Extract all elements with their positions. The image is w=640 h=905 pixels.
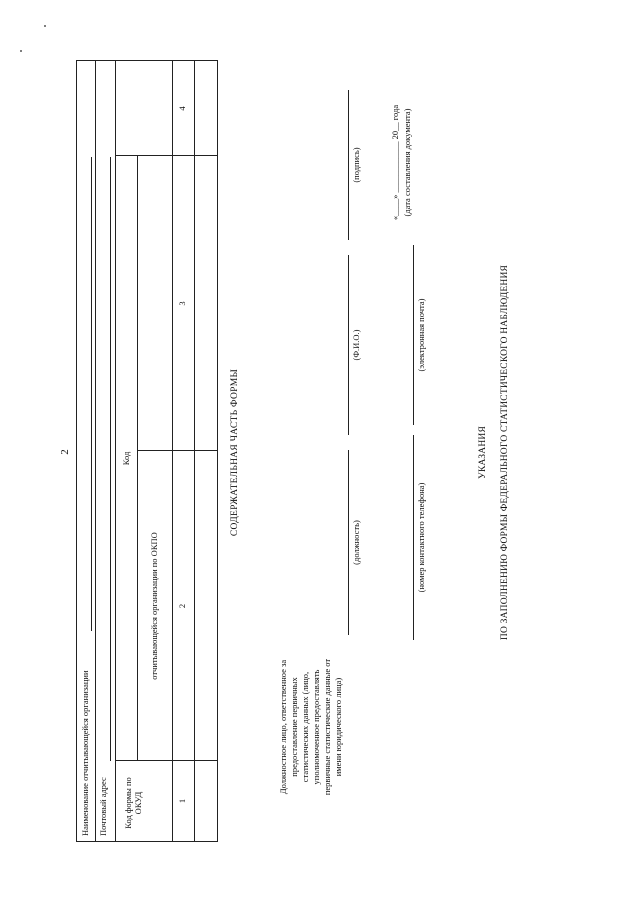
okud-header: Код формы по ОКУД [123, 777, 143, 829]
signature-field[interactable] [348, 90, 349, 240]
phone-caption: (номер контактного телефона) [416, 482, 426, 593]
column-number-4: 4 [177, 106, 187, 111]
column-number-2: 2 [177, 603, 187, 609]
column-number-1: 1 [177, 798, 187, 804]
name-caption: (Ф.И.О.) [351, 329, 361, 361]
header-table [76, 60, 218, 842]
date-caption: (дата составления документа) [402, 108, 412, 217]
okpo-header: отчитывающейся организации по ОКПО [149, 532, 159, 680]
column-number-3: 3 [177, 301, 187, 306]
postal-address-field[interactable] [110, 157, 111, 761]
grid-line [194, 61, 195, 841]
instructions-subtitle: ПО ЗАПОЛНЕНИЮ ФОРМЫ ФЕДЕРАЛЬНОГО СТАТИСТИЧЕСКОГО НАБЛЮДЕНИЯ [500, 264, 510, 641]
signature-caption: (подпись) [351, 147, 361, 183]
section-title: СОДЕРЖАТЕЛЬНАЯ ЧАСТЬ ФОРМЫ [230, 368, 240, 537]
position-caption: (должность) [351, 520, 361, 565]
instructions-title: УКАЗАНИЯ [478, 426, 488, 479]
org-name-row [77, 61, 96, 841]
org-name-field[interactable] [91, 157, 92, 631]
email-field[interactable] [413, 245, 414, 425]
postal-address-label: Почтовый адрес [98, 777, 108, 836]
org-name-label: Наименование отчитывающейся организации [80, 670, 90, 836]
date-field[interactable]: «____» ____________ 20__ года [390, 104, 400, 221]
phone-field[interactable] [413, 435, 414, 640]
email-caption: (электронная почта) [416, 298, 426, 372]
page-number: 2 [59, 449, 71, 455]
name-field[interactable] [348, 255, 349, 435]
grid-line [137, 156, 138, 761]
responsible-official-text: Должностное лицо, ответственное за предоставление первичных статистических данных (лицо, уполномоченное предоставлять первичные статистические данные от имени юридического лица) [278, 658, 343, 796]
postal-address-row [95, 61, 116, 841]
code-header: Код [121, 451, 131, 466]
position-field[interactable] [348, 450, 349, 635]
grid-line [172, 61, 173, 841]
